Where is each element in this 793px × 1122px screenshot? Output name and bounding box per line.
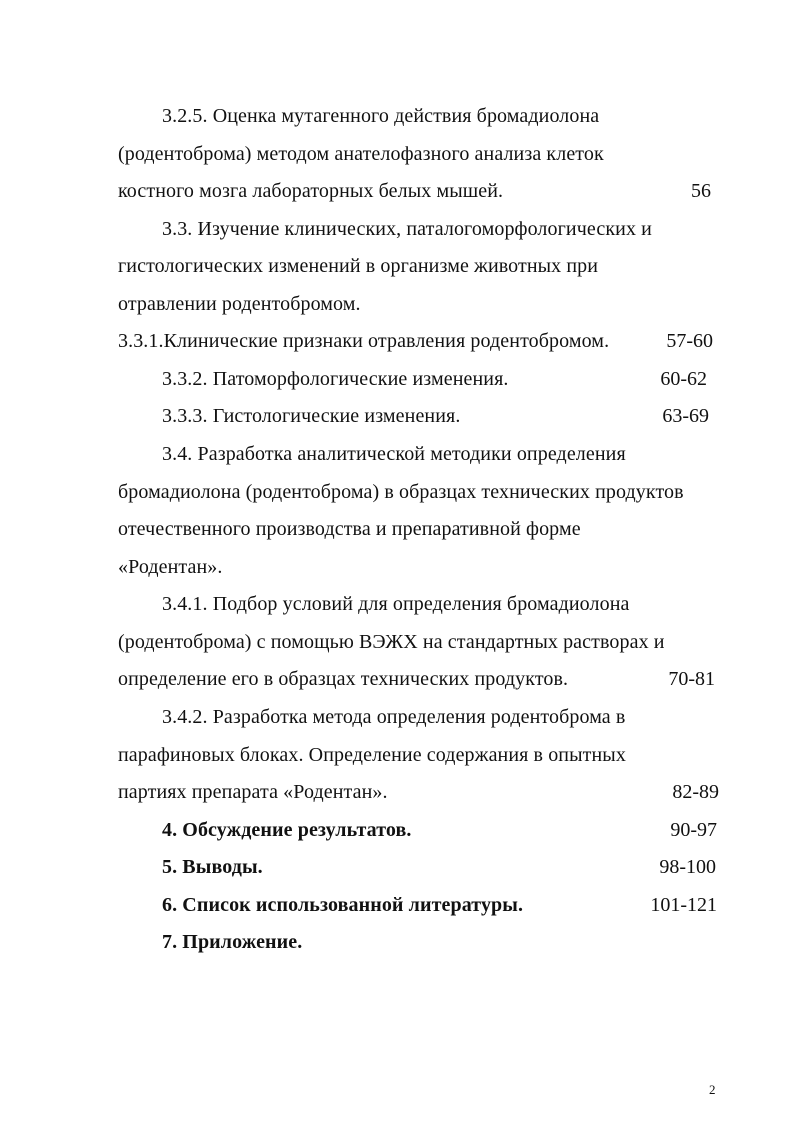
toc-entry-3-3-3-page: 63-69 [662, 405, 709, 427]
toc-entry-3-4-line-3: отечественного производства и препаративной форме [118, 518, 581, 540]
toc-entry-3-4-2-line-3: партиях препарата «Родентан». [118, 781, 388, 803]
toc-entry-3-4-line-4: «Родентан». [118, 556, 223, 578]
toc-entry-3-3-1-page: 57-60 [666, 330, 713, 352]
toc-entry-3-3-2-page: 60-62 [660, 368, 707, 390]
toc-entry-3-2-5-line-3: костного мозга лабораторных белых мышей. [118, 180, 504, 202]
toc-entry-6-line-1: 6. Список использованной литературы. [162, 894, 524, 916]
toc-entry-5-line-1: 5. Выводы. [162, 856, 263, 878]
toc-entry-4-page: 90-97 [670, 819, 717, 841]
toc-entry-3-3-2-line-1: 3.3.2. Патоморфологические изменения. [162, 368, 509, 390]
toc-entry-3-4-1-line-1: 3.4.1. Подбор условий для определения бромадиолона [162, 593, 630, 615]
toc-entry-3-2-5-line-2: (родентоброма) методом анателофазного анализа клеток [118, 143, 604, 165]
toc-entry-3-4-2-page: 82-89 [672, 781, 719, 803]
toc-entry-3-4-2-line-2: парафиновых блоках. Определение содержания в опытных [118, 744, 626, 766]
toc-entry-3-4-1-page: 70-81 [668, 668, 715, 690]
toc-entry-3-3-line-2: гистологических изменений в организме животных при [118, 255, 599, 277]
toc-entry-6-page: 101-121 [650, 894, 717, 916]
toc-entry-7-line-1: 7. Приложение. [162, 931, 303, 953]
toc-entry-3-2-5-line-1: 3.2.5. Оценка мутагенного действия бромадиолона [162, 105, 600, 127]
toc-entry-3-3-1-line-1: 3.3.1.Клинические признаки отравления родентобромом. [118, 330, 610, 352]
toc-entry-3-4-1-line-2: (родентоброма) с помощью ВЭЖХ на стандартных растворах и [118, 631, 665, 653]
toc-entry-5-page: 98-100 [659, 856, 716, 878]
toc-entry-3-4-line-2: бромадиолона (родентоброма) в образцах технических продуктов [118, 481, 684, 503]
toc-entry-3-4-line-1: 3.4. Разработка аналитической методики определения [162, 443, 626, 465]
toc-entry-3-3-line-1: 3.3. Изучение клинических, паталогоморфологических и [162, 218, 652, 240]
toc-entry-3-4-1-line-3: определение его в образцах технических продуктов. [118, 668, 569, 690]
toc-entry-3-2-5-page: 56 [691, 180, 711, 202]
toc-entry-3-4-2-line-1: 3.4.2. Разработка метода определения родентоброма в [162, 706, 626, 728]
toc-entry-3-3-3-line-1: 3.3.3. Гистологические изменения. [162, 405, 461, 427]
page-number: 2 [709, 1082, 716, 1097]
toc-entry-4-line-1: 4. Обсуждение результатов. [162, 819, 412, 841]
toc-entry-3-3-line-3: отравлении родентобромом. [118, 293, 361, 315]
